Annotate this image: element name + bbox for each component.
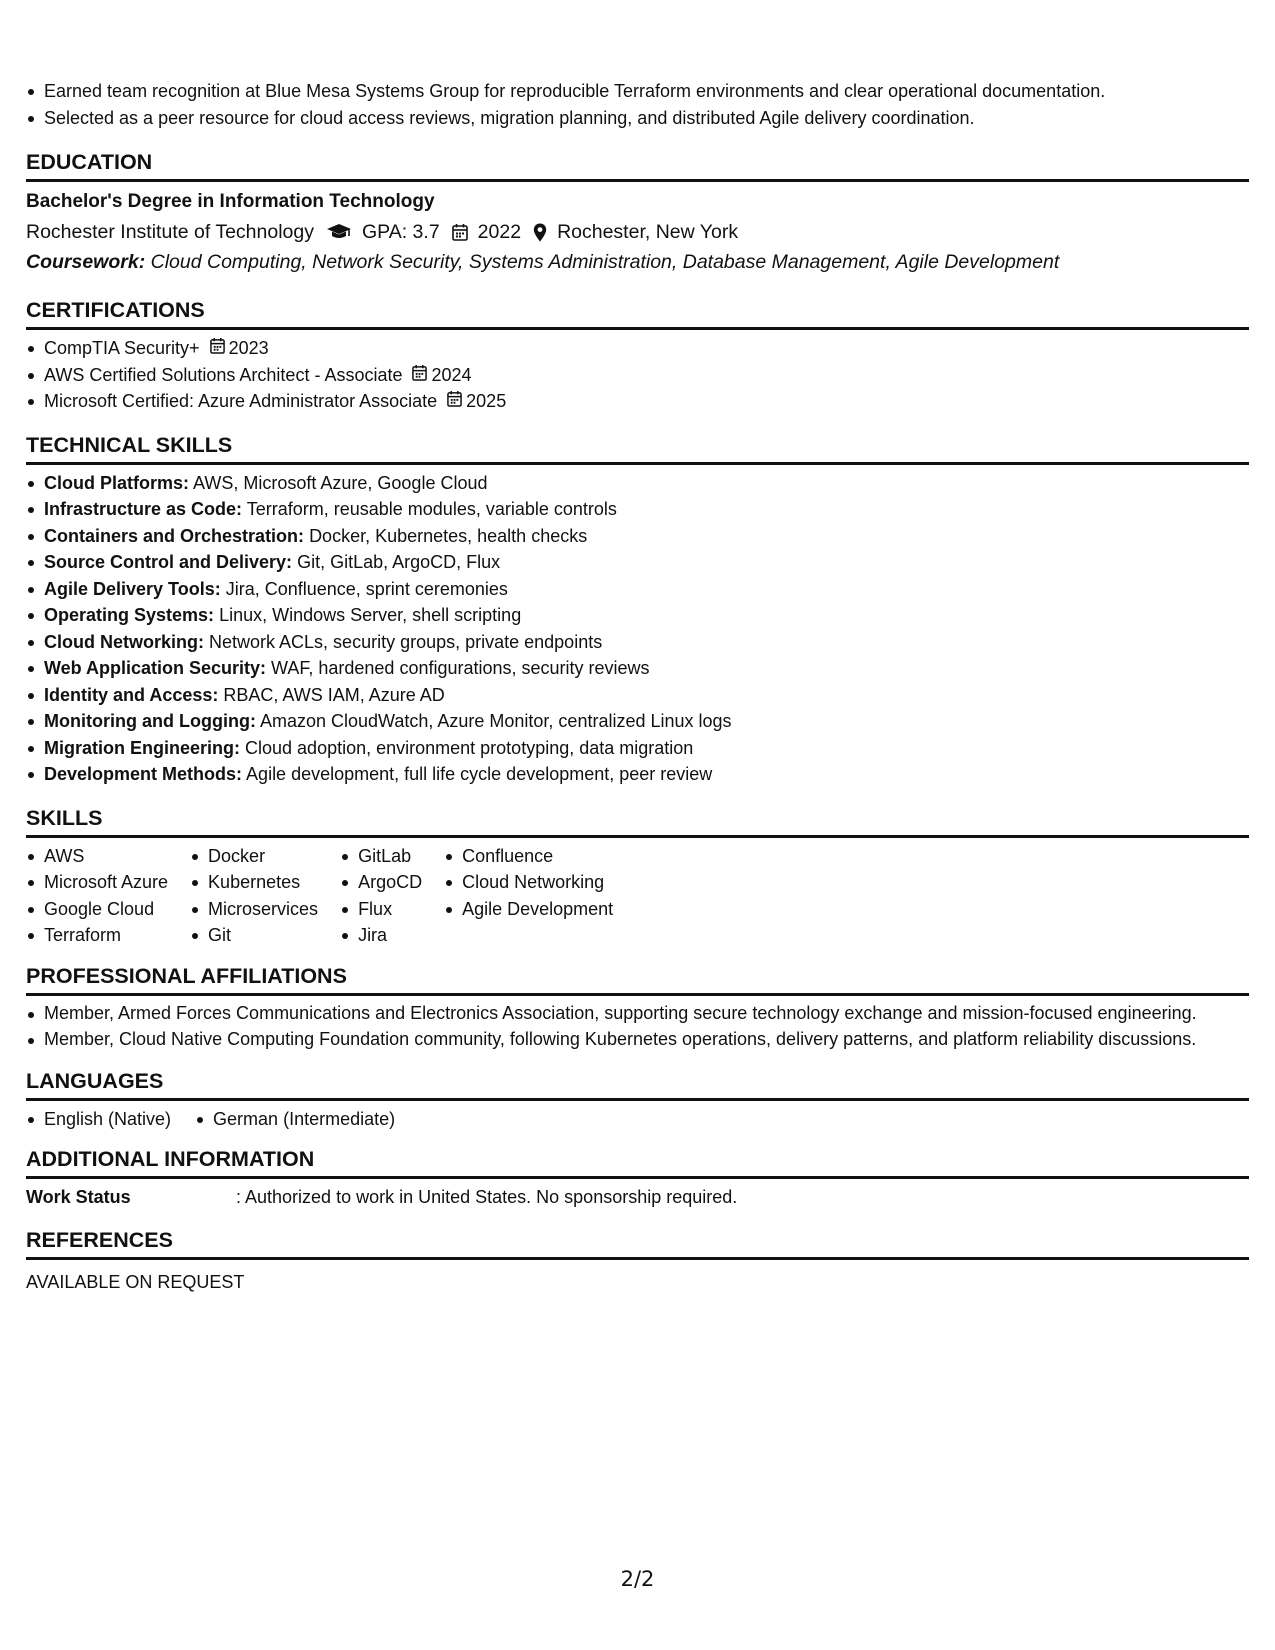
section-title: PROFESSIONAL AFFILIATIONS xyxy=(26,963,1249,996)
skills-column xyxy=(444,843,613,949)
skill-category: Migration Engineering: xyxy=(44,737,240,758)
skills-section xyxy=(26,805,1249,949)
skill-values: Amazon CloudWatch, Azure Monitor, centralized Linux logs xyxy=(259,711,732,731)
technical-skills-list xyxy=(26,470,1249,788)
certification-year: 2025 xyxy=(466,391,507,411)
section-title: EDUCATION xyxy=(26,149,1249,182)
technical-skill-item xyxy=(26,496,1249,523)
technical-skill-item xyxy=(26,523,1249,550)
page-number: 2/2 xyxy=(620,1567,655,1591)
section-title: CERTIFICATIONS xyxy=(26,297,1249,330)
coursework-label: Coursework: xyxy=(26,251,146,273)
skills-column xyxy=(190,843,318,949)
section-title: ADDITIONAL INFORMATION xyxy=(26,1146,1249,1179)
skills-column xyxy=(26,843,168,949)
skills-columns xyxy=(26,843,1249,949)
gpa: GPA: 3.7 xyxy=(361,221,440,243)
technical-skill-item xyxy=(26,629,1249,656)
education-section xyxy=(26,149,1249,277)
skill-values: WAF, hardened configurations, security reviews xyxy=(271,658,650,678)
skill-category: Web Application Security: xyxy=(44,658,267,678)
work-status-value: : Authorized to work in United States. No sponsorship required. xyxy=(236,1187,738,1207)
technical-skill-item xyxy=(26,602,1249,629)
school-location: Rochester, New York xyxy=(557,221,739,243)
list-item: English (Native) xyxy=(26,1106,171,1133)
skill-item: Terraform xyxy=(26,922,168,949)
skill-item: Kubernetes xyxy=(190,869,318,896)
certification-year: 2024 xyxy=(431,364,472,385)
certifications-list xyxy=(26,335,1249,415)
map-pin-icon xyxy=(533,223,547,242)
certification-item xyxy=(26,388,1249,415)
skill-values: RBAC, AWS IAM, Azure AD xyxy=(223,684,445,705)
skill-category: Identity and Access: xyxy=(44,684,219,705)
skill-item: Microsoft Azure xyxy=(26,869,168,896)
certification-date xyxy=(210,335,269,362)
section-title: REFERENCES xyxy=(26,1227,1249,1260)
skill-item: Jira xyxy=(340,922,422,949)
technical-skill-item xyxy=(26,655,1249,682)
certification-date xyxy=(447,388,506,415)
technical-skill-item xyxy=(26,549,1249,576)
additional-information-section xyxy=(26,1146,1249,1210)
certification-name: Microsoft Certified: Azure Administrator Associate xyxy=(44,391,438,411)
skill-item: Git xyxy=(190,922,318,949)
skill-category: Cloud Networking: xyxy=(44,631,204,652)
graduation-year: 2022 xyxy=(477,221,522,243)
skill-category: Infrastructure as Code: xyxy=(44,499,243,519)
skill-values: Jira, Confluence, sprint ceremonies xyxy=(225,578,508,599)
skill-item: Agile Development xyxy=(444,896,613,923)
skill-values: AWS, Microsoft Azure, Google Cloud xyxy=(193,472,488,493)
skill-values: Docker, Kubernetes, health checks xyxy=(309,525,588,546)
affiliations-list xyxy=(26,1001,1249,1051)
certification-item xyxy=(26,335,1249,362)
certification-date xyxy=(412,362,471,389)
technical-skill-item xyxy=(26,708,1249,735)
languages-list xyxy=(26,1106,1249,1133)
affiliations-section xyxy=(26,963,1249,1051)
skills-column xyxy=(340,843,422,949)
section-title: LANGUAGES xyxy=(26,1068,1249,1101)
certification-name: AWS Certified Solutions Architect - Associate xyxy=(44,364,403,385)
coursework-list: Cloud Computing, Network Security, Systems Administration, Database Management, Agile Development xyxy=(150,251,1060,273)
certification-name: CompTIA Security+ xyxy=(44,338,200,358)
calendar-icon xyxy=(412,362,431,389)
languages-section xyxy=(26,1068,1249,1133)
education-details xyxy=(26,217,1249,247)
skill-values: Git, GitLab, ArgoCD, Flux xyxy=(297,552,501,572)
skill-item: Microservices xyxy=(190,896,318,923)
degree-title: Bachelor's Degree in Information Technology xyxy=(26,191,435,212)
list-item: Member, Armed Forces Communications and Electronics Association, supporting secure technology exchange and mission-focused engineering. xyxy=(26,1001,1249,1025)
technical-skill-item xyxy=(26,576,1249,603)
resume-page xyxy=(26,78,1249,1295)
calendar-icon xyxy=(210,335,229,362)
list-item: Earned team recognition at Blue Mesa Systems Group for reproducible Terraform environments and clear operational documentation. xyxy=(26,78,1249,105)
section-title: SKILLS xyxy=(26,805,1249,838)
skill-category: Development Methods: xyxy=(44,764,243,784)
skill-values: Cloud adoption, environment prototyping, data migration xyxy=(245,737,694,758)
skill-item: ArgoCD xyxy=(340,869,422,896)
school-name: Rochester Institute of Technology xyxy=(26,221,314,243)
skill-values: Network ACLs, security groups, private endpoints xyxy=(209,631,603,652)
skill-item: Confluence xyxy=(444,843,613,870)
skill-category: Operating Systems: xyxy=(44,605,215,625)
experience-achievements xyxy=(26,78,1249,131)
graduation-cap-icon xyxy=(326,223,352,241)
references-text: AVAILABLE ON REQUEST xyxy=(26,1272,245,1292)
list-item: Selected as a peer resource for cloud access reviews, migration planning, and distributed Agile delivery coordination. xyxy=(26,105,1249,132)
skill-item: AWS xyxy=(26,843,168,870)
skill-category: Monitoring and Logging: xyxy=(44,711,256,731)
technical-skill-item xyxy=(26,735,1249,762)
skill-category: Containers and Orchestration: xyxy=(44,525,305,546)
technical-skill-item xyxy=(26,761,1249,788)
skill-values: Linux, Windows Server, shell scripting xyxy=(219,605,522,625)
skill-category: Agile Delivery Tools: xyxy=(44,578,221,599)
work-status-row xyxy=(26,1184,1249,1210)
certifications-section xyxy=(26,297,1249,415)
references-section xyxy=(26,1227,1249,1295)
skill-item: Google Cloud xyxy=(26,896,168,923)
section-title: TECHNICAL SKILLS xyxy=(26,432,1249,465)
list-item: German (Intermediate) xyxy=(195,1106,395,1133)
calendar-icon xyxy=(452,223,468,241)
coursework xyxy=(26,247,1249,277)
skill-values: Agile development, full life cycle development, peer review xyxy=(246,764,713,784)
technical-skill-item xyxy=(26,470,1249,497)
skill-item: GitLab xyxy=(340,843,422,870)
skill-item: Cloud Networking xyxy=(444,869,613,896)
list-item: Member, Cloud Native Computing Foundation community, following Kubernetes operations, delivery patterns, and platform reliability discussions. xyxy=(26,1027,1249,1051)
work-status-label: Work Status xyxy=(26,1187,131,1207)
skill-category: Source Control and Delivery: xyxy=(44,552,293,572)
skill-values: Terraform, reusable modules, variable controls xyxy=(246,499,617,519)
skill-item: Docker xyxy=(190,843,318,870)
skill-item: Flux xyxy=(340,896,422,923)
technical-skills-section xyxy=(26,432,1249,788)
technical-skill-item xyxy=(26,682,1249,709)
certification-year: 2023 xyxy=(228,338,269,358)
calendar-icon xyxy=(447,388,466,415)
skill-category: Cloud Platforms: xyxy=(44,472,190,493)
certification-item xyxy=(26,362,1249,389)
